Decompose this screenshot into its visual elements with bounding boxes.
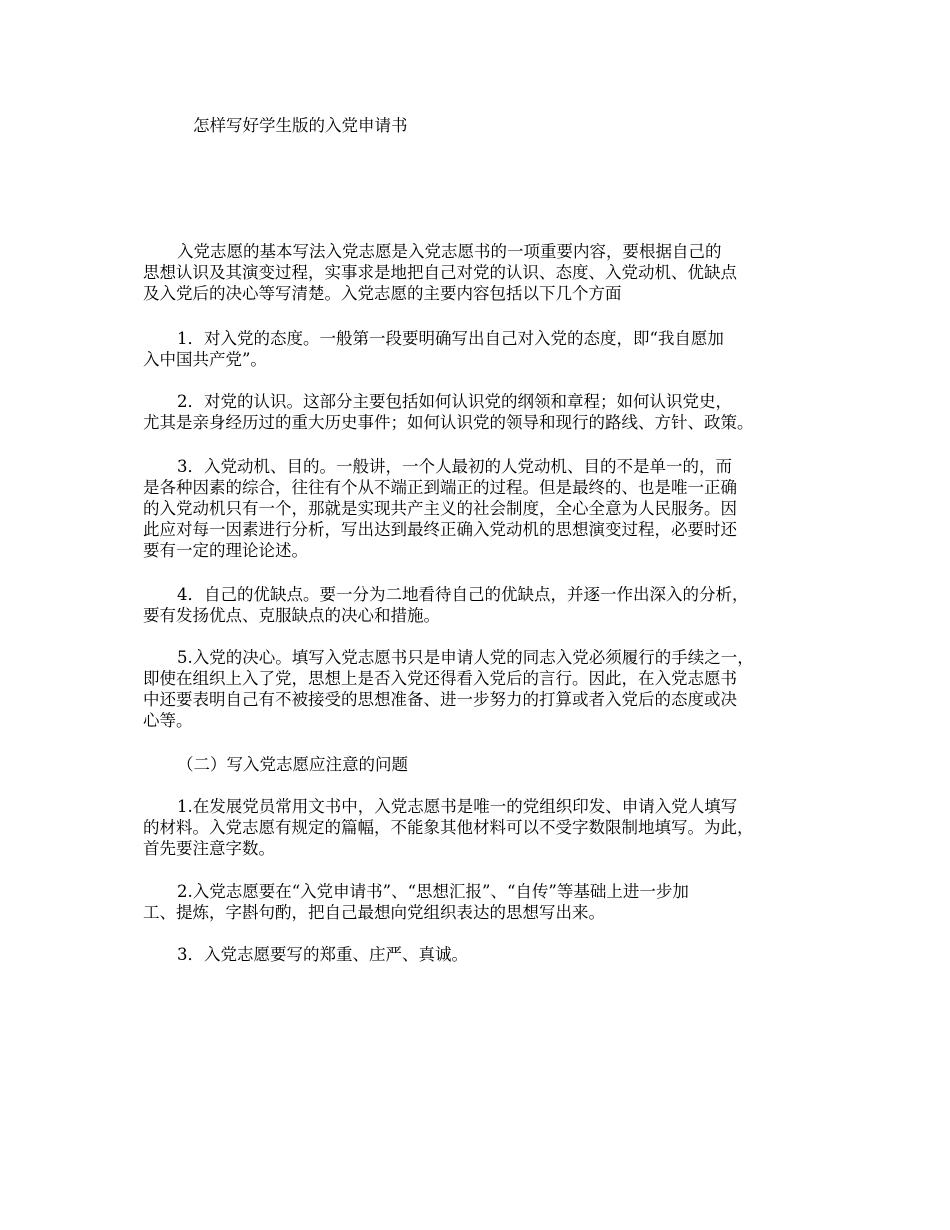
paragraph-line: 入党志愿的基本写法入党志愿是入党志愿书的一项重要内容，要根据自己的: [177, 242, 722, 261]
paragraph-point-3: [143, 456, 823, 561]
paragraph-line: 中还要表明自己有不被接受的思想准备、进一步努力的打算或者入党后的态度或决: [143, 690, 737, 709]
paragraph-note-1: [143, 796, 823, 859]
paragraph-line: 3．入党志愿要写的郑重、庄严、真诚。: [177, 945, 468, 964]
paragraph-line: 尤其是亲身经历过的重大历史事件；如何认识党的领导和现行的路线、方针、政策。: [143, 413, 754, 432]
paragraph-line: 5.入党的决心。填写入党志愿书只是申请人党的同志入党必须履行的手续之一，: [177, 648, 754, 667]
paragraph-note-3: [143, 944, 823, 965]
paragraph-line: 的入党动机只有一个，那就是实现共产主义的社会制度，全心全意为人民服务。因: [143, 499, 737, 518]
paragraph-line: 是各种因素的综合，往往有个从不端正到端正的过程。但是最终的、也是唯一正确: [143, 478, 737, 497]
section-heading: [143, 754, 823, 775]
paragraph-point-2: [143, 391, 823, 433]
paragraph-line: 1.在发展党员常用文书中，入党志愿书是唯一的党组织印发、申请入党人填写: [177, 797, 738, 816]
paragraph-line: 2.入党志愿要在“入党申请书”、“思想汇报”、“自传”等基础上进一步加: [177, 882, 689, 901]
paragraph-line: 要有一定的理论论述。: [143, 541, 308, 560]
document-title: 怎样写好学生版的入党申请书: [193, 116, 408, 135]
paragraph-line: 心等。: [143, 711, 193, 730]
paragraph-line: 入中国共产党”。: [143, 350, 267, 369]
paragraph-line: 首先要注意字数。: [143, 839, 275, 858]
paragraph-line: 1．对入党的态度。一般第一段要明确写出自己对入党的态度，即“我自愿加: [177, 329, 724, 348]
paragraph-line: 工、提炼，字斟句酌，把自己最想向党组织表达的思想写出来。: [143, 903, 605, 922]
paragraph-line: 的材料。入党志愿有规定的篇幅，不能象其他材料可以不受字数限制地填写。为此，: [143, 818, 754, 837]
paragraph-point-1: [143, 328, 823, 370]
paragraph-intro: [143, 241, 823, 304]
paragraph-line: 4．自己的优缺点。要一分为二地看待自己的优缺点，并逐一作出深入的分析，: [177, 585, 749, 604]
paragraph-point-4: [143, 584, 823, 626]
paragraph-line: 要有发扬优点、克服缺点的决心和措施。: [143, 606, 440, 625]
paragraph-line: 思想认识及其演变过程，实事求是地把自己对党的认识、态度、入党动机、优缺点: [143, 263, 737, 282]
paragraph-line: 此应对每一因素进行分析，写出达到最终正确入党动机的思想演变过程，必要时还: [143, 520, 737, 539]
paragraph-line: （二）写入党志愿应注意的问题: [177, 755, 408, 774]
paragraph-point-5: [143, 647, 823, 731]
paragraph-line: 及入党后的决心等写清楚。入党志愿的主要内容包括以下几个方面: [143, 284, 622, 303]
paragraph-line: 3．入党动机、目的。一般讲，一个人最初的人党动机、目的不是单一的，而: [177, 457, 732, 476]
paragraph-line: 即使在组织上入了党，思想上是否入党还得看入党后的言行。因此，在入党志愿书: [143, 669, 737, 688]
paragraph-line: 2．对党的认识。这部分主要包括如何认识党的纲领和章程；如何认识党史，: [177, 392, 732, 411]
paragraph-note-2: [143, 881, 823, 923]
